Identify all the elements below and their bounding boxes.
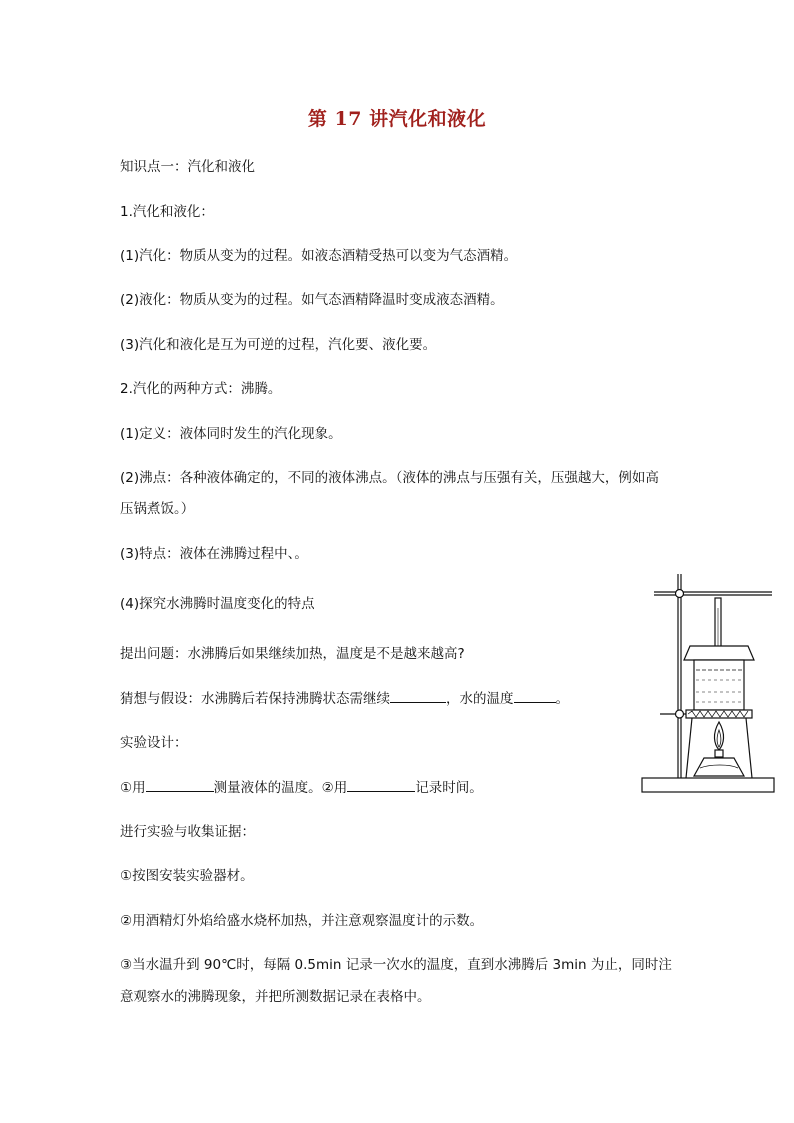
text-boiling-point-cont: 压锅煮饭。）: [120, 501, 195, 517]
hypothesis-suffix: 。: [555, 691, 569, 707]
text-liquefaction-definition: (2)液化：物质从变为的过程。如气态酒精降温时变成液态酒精。: [120, 292, 504, 308]
text-step-3: ③当水温升到 90℃时，每隔 0.5min 记录一次水的温度，直到水沸腾后 3min 为止，同时注: [120, 957, 672, 973]
hypothesis-middle: ，水的温度: [446, 691, 514, 707]
text-hypothesis: [120, 688, 569, 709]
text-boiling-point: (2)沸点：各种液体确定的，不同的液体沸点。（液体的沸点与压强有关，压强越大，例如高: [120, 470, 659, 486]
answer-blank[interactable]: [146, 777, 214, 792]
design-part-3: 记录时间。: [415, 780, 483, 796]
subheading-vaporization-liquefaction: 1.汽化和液化：: [120, 204, 214, 220]
answer-blank[interactable]: [514, 688, 556, 703]
design-part-1: ①用: [120, 780, 146, 796]
subheading-boiling: 2.汽化的两种方式：沸腾。: [120, 381, 282, 397]
text-question: 提出问题：水沸腾后如果继续加热，温度是不是越来越高?: [120, 646, 465, 662]
stand-base: [642, 778, 774, 792]
hypothesis-prefix: 猜想与假设：水沸腾后若保持沸腾状态需继续: [120, 691, 390, 707]
text-reversible-process: (3)汽化和液化是互为可逆的过程，汽化要、液化要。: [120, 337, 437, 353]
text-design-heading: 实验设计：: [120, 735, 188, 751]
text-design-detail: [120, 777, 483, 798]
page-title: 第 17 讲汽化和液化: [307, 108, 487, 130]
text-vaporization-definition: (1)汽化：物质从变为的过程。如液态酒精受热可以变为气态酒精。: [120, 248, 518, 264]
boiling-apparatus-figure: [640, 568, 780, 800]
text-boiling-definition: (1)定义：液体同时发生的汽化现象。: [120, 426, 342, 442]
text-step-2: ②用酒精灯外焰给盛水烧杯加热，并注意观察温度计的示数。: [120, 913, 484, 929]
answer-blank[interactable]: [347, 777, 415, 792]
flame: [714, 722, 723, 750]
beaker-lid: [684, 646, 754, 660]
beaker: [694, 660, 744, 710]
text-step-1: ①按图安装实验器材。: [120, 868, 254, 884]
text-step-3-cont: 意观察水的沸腾现象，并把所测数据记录在表格中。: [120, 989, 431, 1005]
answer-blank[interactable]: [390, 688, 446, 703]
text-boiling-features: (3)特点：液体在沸腾过程中、。: [120, 546, 308, 562]
section-heading: 知识点一：汽化和液化: [120, 159, 255, 175]
text-procedure-heading: 进行实验与收集证据：: [120, 824, 255, 840]
text-experiment-title: (4)探究水沸腾时温度变化的特点: [120, 596, 315, 612]
design-part-2: 测量液体的温度。②用: [213, 780, 348, 796]
